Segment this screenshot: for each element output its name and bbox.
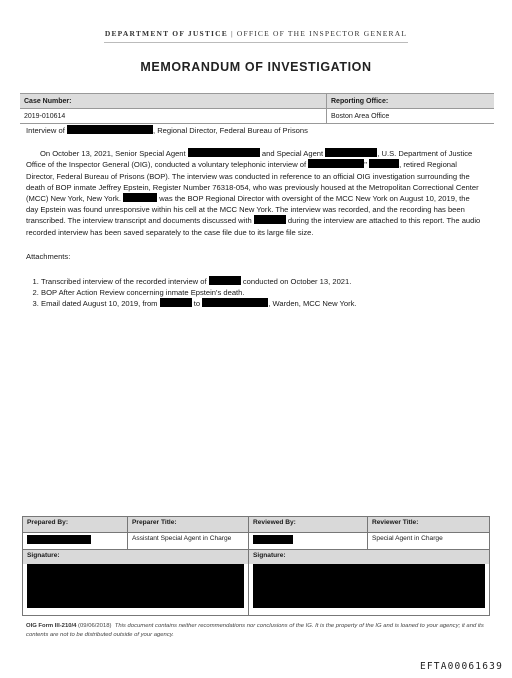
office-name: OFFICE OF THE INSPECTOR GENERAL [236, 29, 408, 38]
reporting-office-label: Reporting Office: [327, 94, 495, 109]
attachments-label: Attachments: [26, 251, 71, 261]
list-item: 2. BOP After Action Review concerning inmate Epstein's death. [41, 287, 484, 298]
case-number-value: 2019-010614 [20, 109, 327, 124]
header-separator: | [228, 29, 237, 38]
form-number: OIG Form III-210/4 [26, 623, 77, 629]
list-item: 3. Email dated August 10, 2019, from to , Warden, MCC New York. [41, 298, 484, 309]
redaction [67, 125, 153, 134]
redaction [160, 298, 192, 307]
redaction [123, 193, 157, 202]
redaction [209, 276, 241, 285]
form-footer [26, 622, 488, 640]
reviewer-title-value: Special Agent in Charge [368, 533, 490, 550]
redaction [27, 535, 91, 544]
reviewer-signature [249, 564, 490, 616]
reporting-office-value: Boston Area Office [327, 109, 495, 124]
case-number-label: Case Number: [20, 94, 327, 109]
reviewed-by-value [249, 533, 368, 550]
redaction [254, 215, 286, 224]
redaction [253, 564, 485, 608]
reviewer-title-label: Reviewer Title: [368, 517, 490, 533]
redaction [202, 298, 268, 307]
preparer-title-value: Assistant Special Agent in Charge [128, 533, 249, 550]
redaction [253, 535, 293, 544]
memo-title: MEMORANDUM OF INVESTIGATION [140, 60, 372, 74]
prepared-by-label: Prepared By: [23, 517, 128, 533]
redaction [27, 564, 244, 608]
reviewed-by-label: Reviewed By: [249, 517, 368, 533]
list-item: 1. Transcribed interview of the recorded interview of conducted on October 13, 2021. [41, 276, 484, 287]
department-name: DEPARTMENT OF JUSTICE [104, 29, 228, 38]
preparer-signature [23, 564, 249, 616]
preparer-title-label: Preparer Title: [128, 517, 249, 533]
form-date: (09/06/2018) [76, 623, 112, 629]
redaction [369, 159, 399, 168]
agency-header [0, 29, 512, 38]
redaction [325, 148, 377, 157]
attachments-list [26, 276, 484, 310]
redaction [308, 159, 364, 168]
narrative-paragraph: On October 13, 2021, Senior Special Agent and Special Agent , U.S. Department of Justice Office of the Inspector General (OIG), conducted a voluntary telephonic interview of " , retired Regional Director, Federal Bureau of Prisons (BOP). The interview was conducted in reference to an official OIG investigation surrounding the death of BOP inmate Jeffrey Epstein, Register Number 76318-054, who was previously housed at the Metropolitan Correctional Center (MCC) New York, New York. was the BOP Regional Director with oversight of the MCC New York on August 10, 2019, the day Epstein was found unresponsive within his cell at the MCC New York. The interview was recorded, and the recording has been transcribed. The interview transcript and documents discussed with during the interview are attached to this report. The audio recorded interview has been saved separately to the case file due to its large file size. [26, 149, 481, 237]
prepared-by-value [23, 533, 128, 550]
reviewer-signature-label: Signature: [249, 550, 490, 565]
preparer-signature-label: Signature: [23, 550, 249, 565]
interview-line: Interview of , Regional Director, Federal Bureau of Prisons [26, 126, 308, 135]
memo-body [26, 125, 484, 310]
document-id: EFTA00061639 [419, 661, 503, 672]
disclaimer: This document contains neither recommendations nor conclusions of the IG. It is the property of the IG and is loaned to your agency; it and its contents are not to be distributed outside of your agency. [26, 623, 484, 638]
redaction [188, 148, 260, 157]
header-rule [104, 42, 408, 43]
case-info-table [20, 93, 494, 124]
signature-table [22, 516, 490, 616]
